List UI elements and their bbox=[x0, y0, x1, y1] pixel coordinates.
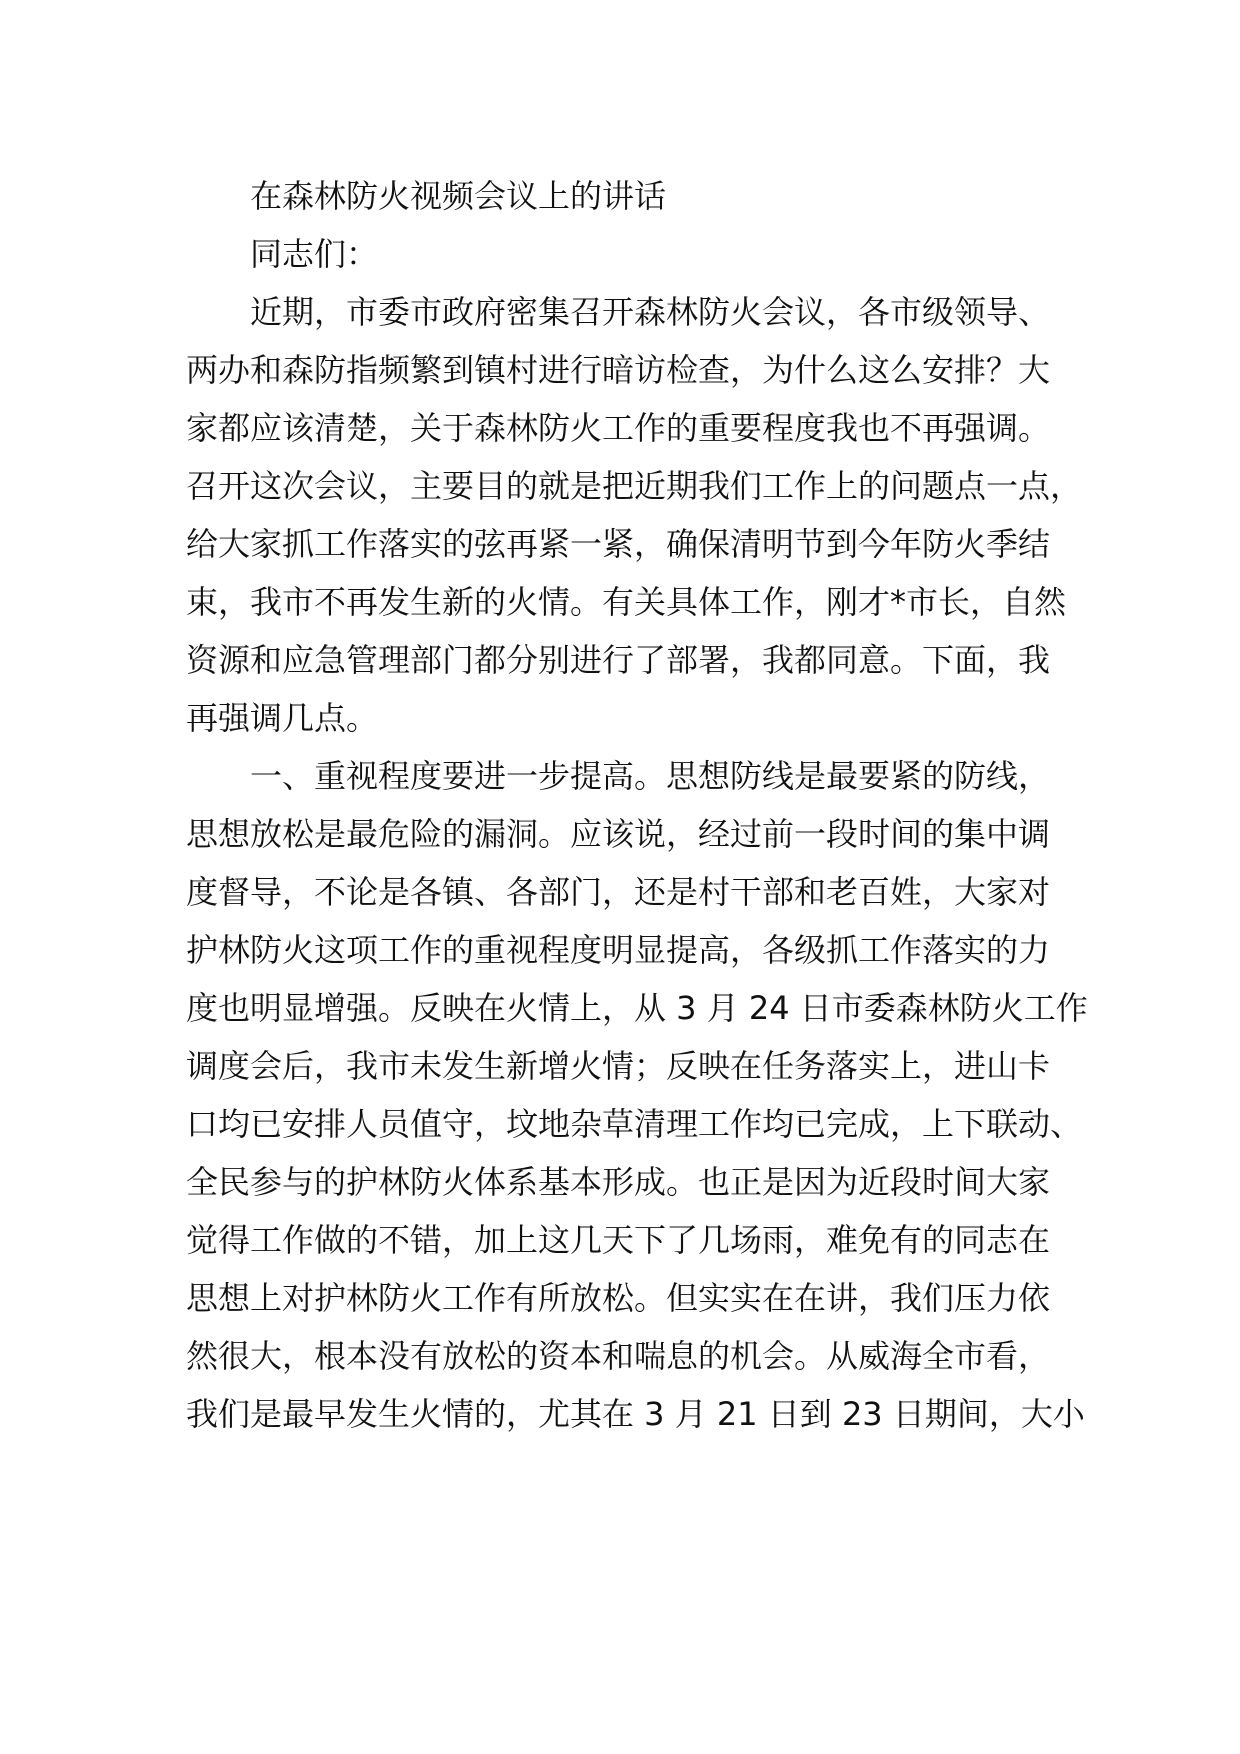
paragraph-line: 度也明显增强。反映在火情上，从 3 月 24 日市委森林防火工作 bbox=[186, 989, 1088, 1027]
paragraph-line: 两办和森防指频繁到镇村进行暗访检查，为什么这么安排？大 bbox=[186, 351, 1051, 389]
paragraph-line: 近期，市委市政府密集召开森林防火会议，各市级领导、 bbox=[250, 293, 1051, 331]
paragraph-line: 家都应该清楚，关于森林防火工作的重要程度我也不再强调。 bbox=[186, 409, 1051, 447]
paragraph-line: 调度会后，我市未发生新增火情；反映在任务落实上，进山卡 bbox=[186, 1047, 1051, 1085]
paragraph-line: 我们是最早发生火情的，尤其在 3 月 21 日到 23 日期间，大小 bbox=[186, 1395, 1085, 1433]
paragraph-line: 再强调几点。 bbox=[186, 699, 379, 737]
paragraph-line: 口均已安排人员值守，坟地杂草清理工作均已完成，上下联动、 bbox=[186, 1105, 1083, 1143]
paragraph-line: 度督导，不论是各镇、各部门，还是村干部和老百姓，大家对 bbox=[186, 873, 1051, 911]
paragraph-line: 资源和应急管理部门都分别进行了部署，我都同意。下面，我 bbox=[186, 641, 1051, 679]
paragraph-line: 思想放松是最危险的漏洞。应该说，经过前一段时间的集中调 bbox=[186, 815, 1051, 853]
salutation: 同志们： bbox=[250, 235, 379, 273]
paragraph-line: 然很大，根本没有放松的资本和喘息的机会。从威海全市看， bbox=[186, 1337, 1051, 1375]
paragraph-line: 思想上对护林防火工作有所放松。但实实在在讲，我们压力依 bbox=[186, 1279, 1051, 1317]
paragraph-line: 束，我市不再发生新的火情。有关具体工作，刚才*市长，自然 bbox=[186, 583, 1067, 621]
paragraph-line: 召开这次会议，主要目的就是把近期我们工作上的问题点一点， bbox=[186, 467, 1083, 505]
paragraph-line: 全民参与的护林防火体系基本形成。也正是因为近段时间大家 bbox=[186, 1163, 1051, 1201]
paragraph-line: 觉得工作做的不错，加上这几天下了几场雨，难免有的同志在 bbox=[186, 1221, 1051, 1259]
paragraph-line: 护林防火这项工作的重视程度明显提高，各级抓工作落实的力 bbox=[186, 931, 1051, 969]
section-heading-line: 一、重视程度要进一步提高。思想防线是最要紧的防线， bbox=[250, 757, 1051, 795]
document-title: 在森林防火视频会议上的讲话 bbox=[250, 177, 667, 215]
paragraph-line: 给大家抓工作落实的弦再紧一紧，确保清明节到今年防火季结 bbox=[186, 525, 1051, 563]
